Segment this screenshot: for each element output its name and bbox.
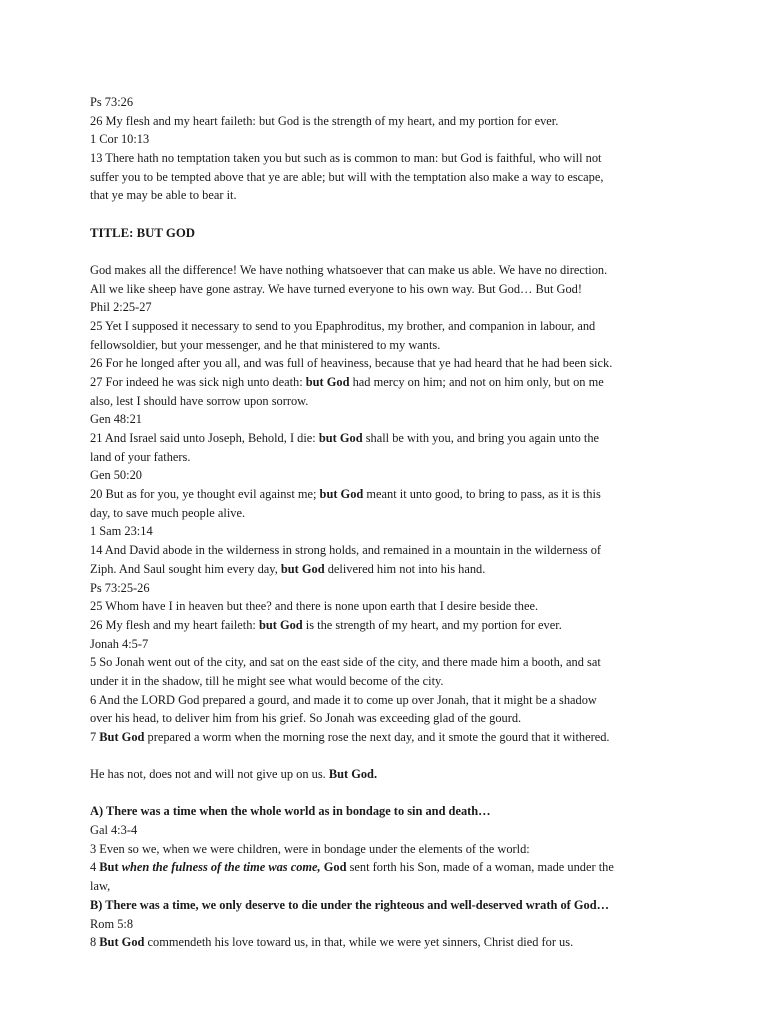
emphasis-italic: when the fulness of the time was come, [118,860,321,875]
verse-text-segment: 8 [90,935,100,950]
spacer [90,747,682,766]
verse-text: 25 Whom have I in heaven but thee? and there is none upon earth that I desire beside thee. [90,599,539,614]
scripture-reference: Phil 2:25-27 [90,300,152,315]
verse-text-segment: meant it unto good, to bring to pass, as it is this [363,487,601,502]
verse-text: fellowsoldier, but your messenger, and he that ministered to my wants. [90,337,441,352]
verse-text-segment: prepared a worm when the morning rose the next day, and it smote the gourd that it withered. [144,730,610,744]
emphasis-but-god: But God. [328,767,378,782]
spacer [90,784,682,803]
verse-text-segment: commendeth his love toward us, in that, while we were yet sinners, Christ died for us. [144,935,574,950]
emphasis-god: God [320,860,347,875]
verse-text-segment: 7 [90,730,100,744]
emphasis-but-god: but God [319,487,364,502]
scripture-reference: Gen 48:21 [90,412,142,427]
verse-text-segment: 21 And Israel said unto Joseph, Behold, I die: [90,431,319,445]
verse-text: 13 There hath no temptation taken you but such as is common to man: but God is faithful, who will not [90,151,602,166]
verse-text: suffer you to be tempted above that ye are able; but will with the temptation also make a way to escape, [90,169,604,184]
scripture-reference: 1 Cor 10:13 [90,132,150,147]
spacer [90,205,682,224]
verse-text: 3 Even so we, when we were children, were in bondage under the elements of the world: [90,841,530,856]
verse-text: day, to save much people alive. [90,505,246,520]
scripture-reference: Rom 5:8 [90,916,134,931]
verse-text-segment: 27 For indeed he was sick nigh unto death: [90,374,306,389]
verse-text: over his head, to deliver him from his grief. So Jonah was exceeding glad of the gourd. [90,711,522,726]
paragraph-text [90,765,682,784]
verse-text [90,933,682,952]
verse-text-segment: 20 But as for you, ye thought evil against me; [90,487,320,502]
scripture-reference: Ps 73:25-26 [90,580,150,595]
verse-text-segment: is the strength of my heart, and my portion for ever. [302,617,562,632]
emphasis-but-god: But God [99,935,145,950]
scripture-reference: Gen 50:20 [90,468,142,483]
verse-text-segment: 26 My flesh and my heart faileth: [90,617,259,632]
verse-text: 26 For he longed after you all, and was full of heaviness, because that ye had heard that he had been sick. [90,356,613,371]
verse-text: under it in the shadow, till he might see what would become of the city. [90,673,444,688]
paragraph-text: God makes all the difference! We have nothing whatsoever that can make us able. We have no direction. [90,262,608,277]
spacer [90,242,682,261]
section-heading-b: B) There was a time, we only deserve to die under the righteous and well-deserved wrath of God… [90,897,609,912]
scripture-reference: 1 Sam 23:14 [90,524,153,539]
verse-text [90,728,682,747]
verse-text [90,373,682,392]
verse-text: land of your fathers. [90,449,191,464]
verse-text: 25 Yet I supposed it necessary to send to you Epaphroditus, my brother, and companion in labour, and [90,318,596,333]
verse-text: 6 And the LORD God prepared a gourd, and made it to come up over Jonah, that it might be a shadow [90,692,597,707]
verse-text: 26 My flesh and my heart faileth: but God is the strength of my heart, and my portion for ever. [90,113,559,128]
scripture-reference: Ps 73:26 [90,95,134,109]
emphasis-but-god: but God [280,561,325,576]
emphasis-but-god: but God [258,617,303,632]
verse-text [90,560,682,579]
verse-text [90,485,682,504]
emphasis-but-god: But God [99,730,145,744]
document-page [90,93,682,952]
emphasis-but: But [99,860,119,875]
verse-text-segment: had mercy on him; and not on him only, but on me [349,374,604,389]
verse-text-segment: delivered him not into his hand. [324,561,486,576]
scripture-reference: Gal 4:3-4 [90,823,138,838]
verse-text-segment: 4 [90,860,100,875]
verse-text-segment: shall be with you, and bring you again unto the [362,431,600,445]
sermon-title: TITLE: BUT GOD [90,225,196,240]
verse-text [90,858,682,877]
verse-text: also, lest I should have sorrow upon sorrow. [90,393,309,408]
verse-text: 5 So Jonah went out of the city, and sat on the east side of the city, and there made him a booth, and sat [90,655,601,670]
emphasis-but-god: but God [305,374,350,389]
section-heading-a: A) There was a time when the whole world as in bondage to sin and death… [90,804,491,819]
verse-text: law, [90,879,111,894]
verse-text: that ye may be able to bear it. [90,188,237,203]
verse-text: 14 And David abode in the wilderness in strong holds, and remained in a mountain in the wilderness of [90,543,602,558]
verse-text-segment: Ziph. And Saul sought him every day, [90,561,281,576]
paragraph-segment: He has not, does not and will not give up on us. [90,767,329,782]
verse-text [90,616,682,635]
scripture-reference: Jonah 4:5-7 [90,636,149,651]
paragraph-text: All we like sheep have gone astray. We have turned everyone to his own way. But God… But God! [90,281,582,296]
emphasis-but-god: but God [318,431,363,445]
verse-text [90,429,682,448]
verse-text-segment: sent forth his Son, made of a woman, made under the [346,860,614,875]
